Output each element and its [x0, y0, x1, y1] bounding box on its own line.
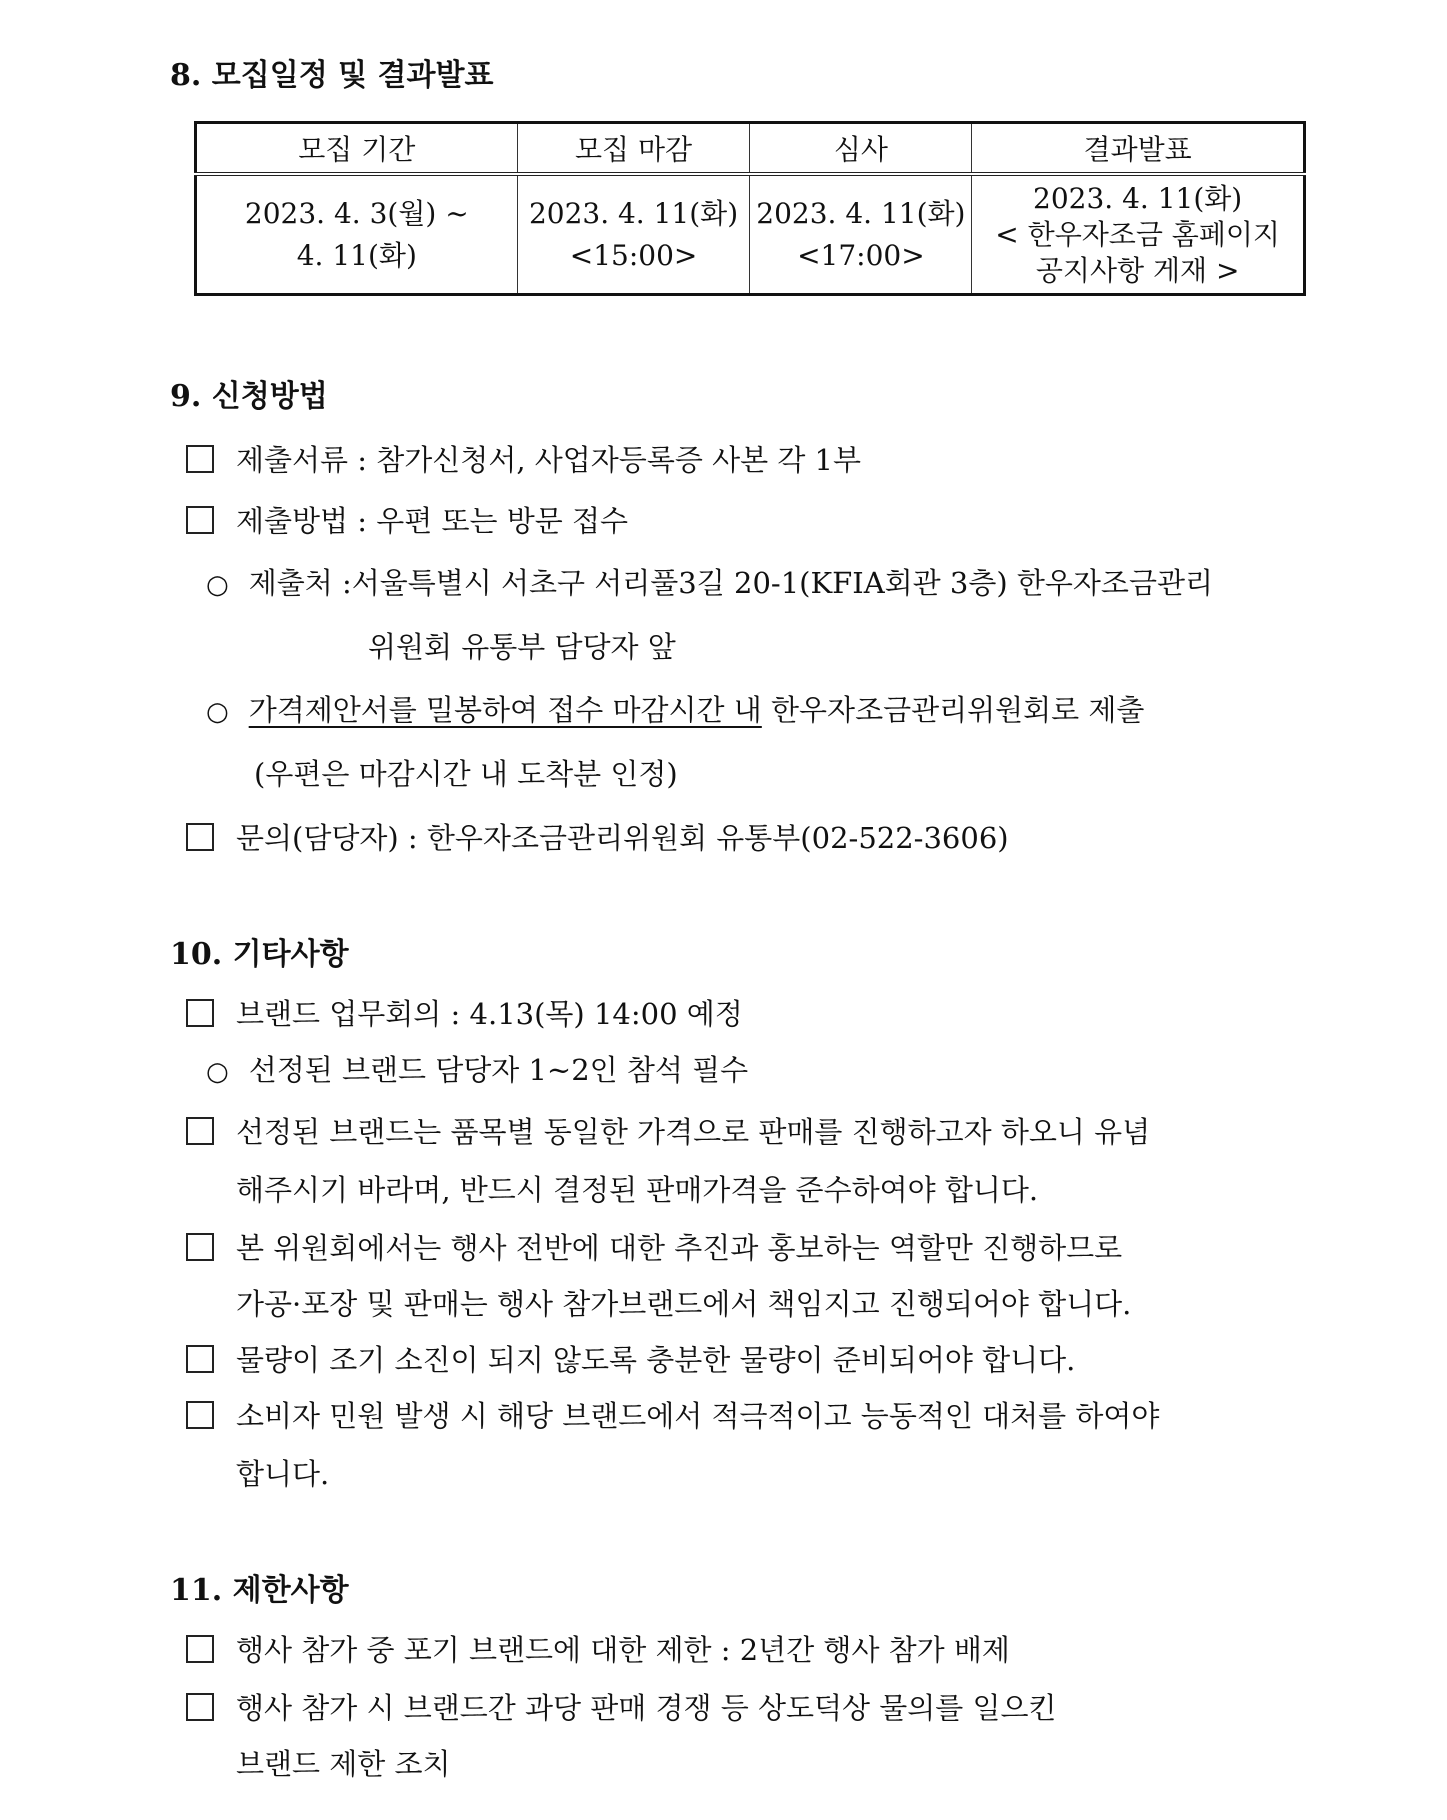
list-item: 브랜드 업무회의 : 4.13(목) 14:00 예정	[186, 994, 743, 1034]
circle-bullet-icon: ○	[206, 570, 229, 600]
list-item-continuation: (우편은 마감시간 내 도착분 인정)	[254, 757, 678, 791]
circle-bullet-icon: ○	[206, 1057, 229, 1087]
checkbox-icon	[186, 1233, 214, 1261]
schedule-table	[194, 121, 1306, 296]
cell-result: 2023. 4. 11(화) < 한우자조금 홈페이지 공지사항 게재 >	[972, 174, 1305, 295]
section-9-title: 9. 신청방법	[170, 379, 328, 414]
checkbox-icon	[186, 1117, 214, 1145]
list-item: 문의(담당자) : 한우자조금관리위원회 유통부(02-522-3606)	[186, 818, 1009, 858]
list-item: 선정된 브랜드는 품목별 동일한 가격으로 판매를 진행하고자 하오니 유념	[186, 1112, 1150, 1152]
list-item-continuation: 합니다.	[236, 1457, 330, 1491]
checkbox-icon	[186, 1635, 214, 1663]
table-header-row	[196, 123, 1305, 175]
table-row	[196, 174, 1305, 295]
circle-bullet-icon: ○	[206, 697, 229, 727]
header-recruit-deadline: 모집 마감	[517, 123, 750, 175]
section-11-title: 11. 제한사항	[170, 1573, 349, 1608]
list-item: 행사 참가 시 브랜드간 과당 판매 경쟁 등 상도덕상 물의를 일으킨	[186, 1688, 1057, 1728]
checkbox-icon	[186, 506, 214, 534]
cell-review: 2023. 4. 11(화) <17:00>	[750, 174, 972, 295]
checkbox-icon	[186, 1693, 214, 1721]
header-result: 결과발표	[972, 123, 1305, 175]
list-item: 제출서류 : 참가신청서, 사업자등록증 사본 각 1부	[186, 440, 861, 480]
list-item: ○ 제출처 :서울특별시 서초구 서리풀3길 20-1(KFIA회관 3층) 한우자조금관리	[206, 563, 1213, 605]
section-10-title: 10. 기타사항	[170, 937, 349, 972]
list-item-continuation: 브랜드 제한 조치	[236, 1747, 451, 1781]
checkbox-icon	[186, 1401, 214, 1429]
list-item: ○ 가격제안서를 밀봉하여 접수 마감시간 내 한우자조금관리위원회로 제출	[206, 690, 1144, 732]
header-review: 심사	[750, 123, 972, 175]
list-item: 행사 참가 중 포기 브랜드에 대한 제한 : 2년간 행사 참가 배제	[186, 1630, 1010, 1670]
cell-recruit-period: 2023. 4. 3(월) ~ 4. 11(화)	[196, 174, 518, 295]
list-item-continuation: 가공·포장 및 판매는 행사 참가브랜드에서 책임지고 진행되어야 합니다.	[236, 1287, 1132, 1321]
list-item: 본 위원회에서는 행사 전반에 대한 추진과 홍보하는 역할만 진행하므로	[186, 1228, 1122, 1268]
cell-recruit-deadline: 2023. 4. 11(화) <15:00>	[517, 174, 750, 295]
list-item-continuation: 위원회 유통부 담당자 앞	[368, 630, 676, 664]
checkbox-icon	[186, 823, 214, 851]
section-8-title: 8. 모집일정 및 결과발표	[170, 58, 494, 93]
checkbox-icon	[186, 999, 214, 1027]
checkbox-icon	[186, 445, 214, 473]
header-recruit-period: 모집 기간	[196, 123, 518, 175]
list-item: 제출방법 : 우편 또는 방문 접수	[186, 501, 628, 541]
list-item: 물량이 조기 소진이 되지 않도록 충분한 물량이 준비되어야 합니다.	[186, 1340, 1075, 1380]
checkbox-icon	[186, 1345, 214, 1373]
list-item-continuation: 해주시기 바라며, 반드시 결정된 판매가격을 준수하여야 합니다.	[236, 1173, 1039, 1207]
underlined-text: 가격제안서를 밀봉하여 접수 마감시간 내	[248, 693, 762, 727]
list-item: 소비자 민원 발생 시 해당 브랜드에서 적극적이고 능동적인 대처를 하여야	[186, 1396, 1159, 1436]
list-item: ○ 선정된 브랜드 담당자 1~2인 참석 필수	[206, 1050, 748, 1092]
